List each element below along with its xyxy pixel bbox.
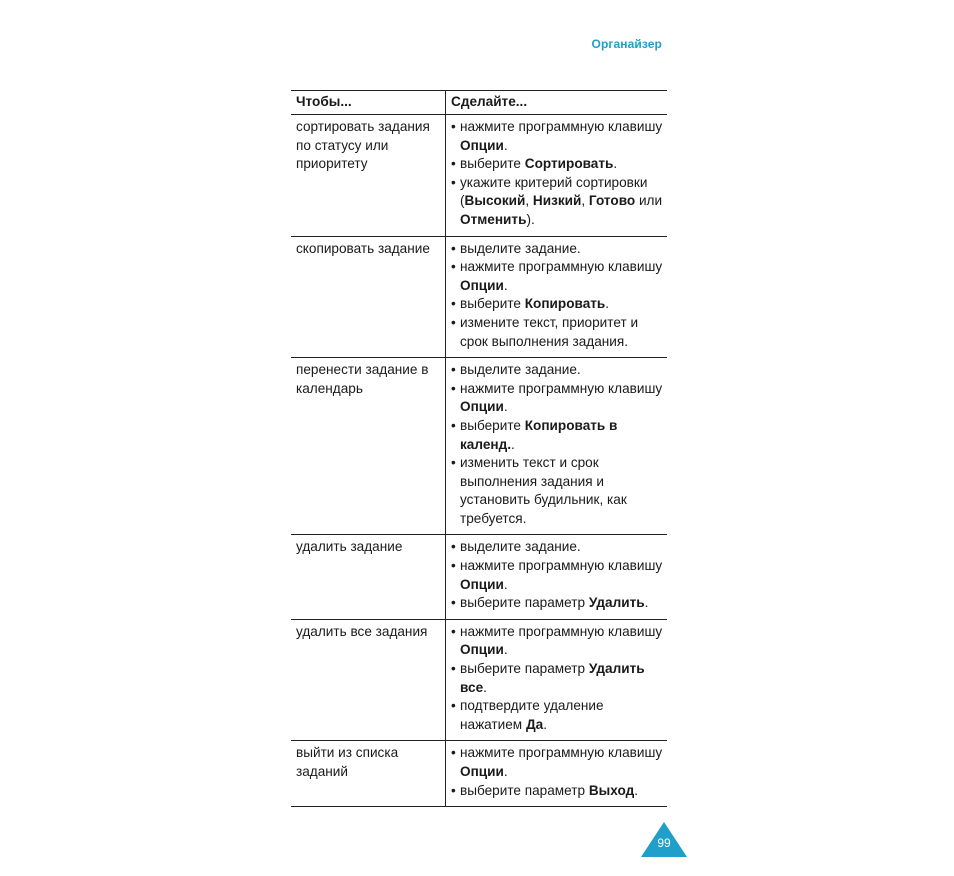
- step-keyword: Удалить: [588, 595, 645, 611]
- step-keyword: Отменить: [460, 211, 527, 227]
- step-keyword: Опции: [460, 399, 504, 415]
- step-text: выберите параметр: [460, 595, 589, 611]
- step-text: выделите задание.: [460, 539, 581, 555]
- step-text: .: [634, 782, 638, 798]
- step-keyword: Опции: [460, 137, 504, 153]
- step-item: [451, 557, 667, 594]
- step-keyword: Удалить все: [460, 661, 645, 695]
- step-text: нажмите программную клавишу: [460, 558, 663, 574]
- step-item: [451, 660, 667, 697]
- step-text: выберите параметр: [460, 782, 589, 798]
- step-text: .: [503, 576, 508, 592]
- step-item: [451, 538, 667, 557]
- step-text: ,: [581, 193, 589, 209]
- steps-list: [451, 623, 667, 735]
- step-keyword: Опции: [460, 576, 504, 592]
- steps-cell: [446, 358, 668, 535]
- step-keyword: Копировать: [524, 296, 606, 312]
- table-row: [291, 619, 667, 741]
- step-text: выберите: [460, 417, 525, 433]
- step-item: [451, 155, 667, 174]
- step-text: изменить текст и срок выполнения задания и установить будильник, как требуется.: [460, 455, 627, 526]
- step-item: [451, 295, 667, 314]
- step-text: нажмите программную клавишу: [460, 623, 663, 639]
- step-item: [451, 258, 667, 295]
- step-text: выделите задание.: [460, 240, 581, 256]
- step-text: .: [605, 296, 610, 312]
- steps-cell: [446, 236, 668, 358]
- step-keyword: Низкий: [532, 193, 582, 209]
- step-item: [451, 361, 667, 380]
- instructions-table: [291, 90, 667, 807]
- step-text: .: [503, 642, 508, 658]
- goal-cell: скопировать задание: [291, 236, 446, 358]
- step-text: .: [543, 716, 547, 732]
- step-text: выделите задание.: [460, 362, 581, 378]
- table-body: [291, 115, 667, 807]
- step-text: нажмите программную клавишу: [460, 119, 663, 134]
- step-keyword: Выход: [588, 782, 635, 798]
- table-row: [291, 236, 667, 358]
- steps-cell: [446, 115, 668, 237]
- step-keyword: Да: [525, 716, 544, 732]
- column-header-action: Сделайте...: [446, 91, 668, 115]
- steps-list: [451, 118, 667, 230]
- step-item: [451, 118, 667, 155]
- step-text: .: [503, 277, 508, 293]
- steps-list: [451, 538, 667, 612]
- steps-list: [451, 240, 667, 352]
- step-keyword: Копировать в календ.: [460, 417, 618, 452]
- step-text: измените текст, приоритет и срок выполнения задания.: [460, 314, 639, 349]
- step-keyword: Опции: [460, 764, 504, 779]
- step-item: [451, 380, 667, 417]
- section-title: Органайзер: [591, 37, 662, 51]
- table-row: [291, 535, 667, 619]
- table-row: [291, 115, 667, 237]
- column-header-goal: Чтобы...: [291, 91, 446, 115]
- step-item: [451, 174, 667, 230]
- goal-cell: выйти из списка заданий: [291, 741, 446, 807]
- step-text: нажмите программную клавишу: [460, 259, 663, 275]
- page-number: 99: [657, 836, 671, 850]
- step-item: [451, 454, 667, 528]
- step-item: [451, 594, 667, 613]
- step-text: или: [635, 193, 663, 209]
- step-item: [451, 240, 667, 259]
- step-item: [451, 417, 667, 454]
- step-text: нажмите программную клавишу: [460, 380, 663, 396]
- step-text: .: [644, 595, 649, 611]
- step-text: .: [483, 679, 487, 695]
- step-text: .: [511, 436, 515, 452]
- step-text: .: [503, 764, 508, 779]
- step-keyword: Высокий: [464, 193, 526, 209]
- step-text: .: [503, 137, 508, 153]
- step-text: нажмите программную клавишу: [460, 745, 663, 761]
- step-text: ).: [526, 211, 535, 227]
- goal-cell: удалить все задания: [291, 619, 446, 741]
- steps-cell: [446, 535, 668, 619]
- goal-cell: удалить задание: [291, 535, 446, 619]
- table-row: [291, 358, 667, 535]
- step-text: выберите: [460, 296, 525, 312]
- step-keyword: Сортировать: [524, 156, 614, 172]
- goal-cell: сортировать задания по статусу или приоритету: [291, 115, 446, 237]
- goal-cell: перенести задание в календарь: [291, 358, 446, 535]
- steps-list: [451, 744, 667, 800]
- steps-cell: [446, 741, 668, 807]
- step-item: [451, 623, 667, 660]
- step-item: [451, 744, 667, 781]
- steps-cell: [446, 619, 668, 741]
- step-item: [451, 782, 667, 801]
- steps-list: [451, 361, 667, 528]
- step-keyword: Готово: [588, 193, 636, 209]
- table-row: [291, 741, 667, 807]
- step-text: ,: [525, 193, 533, 209]
- table-header-row: [291, 91, 667, 115]
- step-text: укажите критерий сортировки (: [460, 174, 648, 209]
- step-keyword: Опции: [460, 277, 504, 293]
- step-item: [451, 314, 667, 351]
- step-text: .: [613, 156, 618, 172]
- step-text: .: [503, 399, 508, 415]
- step-text: подтвердите удаление нажатием: [460, 698, 604, 732]
- step-item: [451, 697, 667, 734]
- step-keyword: Опции: [460, 642, 504, 658]
- step-text: выберите параметр: [460, 661, 589, 677]
- step-text: выберите: [460, 156, 525, 172]
